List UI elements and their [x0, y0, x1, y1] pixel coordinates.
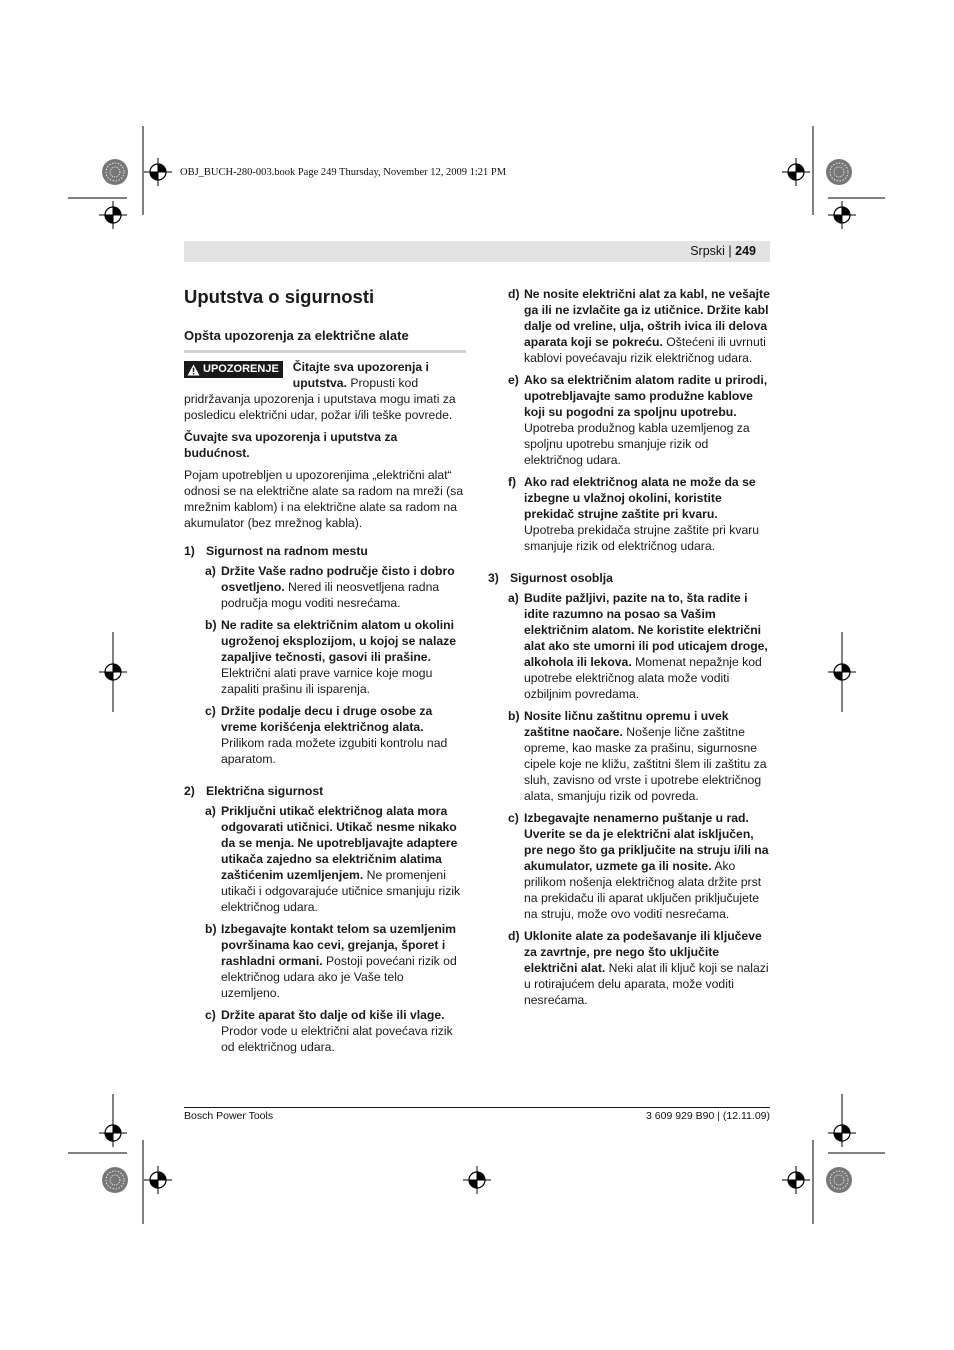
list-item: f) Ako rad električnog alata ne može da se izbegne u vlažnoj okolini, koristite prekidač strujne zaštite pri kvaru. Upotreba prekidača strujne zaštite pri kvaru smanjuje rizik od električnog udara. [508, 475, 760, 553]
list-item: e) Ako sa električnim alatom radite u prirodi, upotrebljavajte samo produžne kablove koji su pogodni za spoljnu upotrebu. Upotreba produžnog kabla uzemljenog za spoljnu upotrebu smanjuje rizik od električnog udara. [508, 373, 768, 467]
footer-rule [184, 1107, 770, 1108]
list-item: d) Ne nosite električni alat za kabl, ne vešajte ga ili ne izvlačite ga iz utičnice. Držite kabl dalje od vreline, ulja, oštrih ivica ili delova aparata koji se pokreću. Oštećeni ili uvrnuti kablovi povećavaju rizik električnog udara. [508, 287, 770, 365]
warning-text: Propusti kod pridržavanja upozorenja i uputstava mogu imati za posledicu električni udar, požar i/ili teške povrede. [184, 376, 456, 422]
warning-block [184, 359, 466, 423]
header-language: Srpski [690, 244, 725, 258]
section-2 [184, 783, 466, 1055]
warning-lead: Čitajte sva upozorenja i uputstva. [292, 360, 429, 390]
warning-badge [184, 361, 283, 378]
page-header [184, 241, 770, 262]
list-item: d) Uklonite alate za podešavanje ili ključeve za zavrtnje, pre nego što uključite električni alat. Neki alat ili ključ koji se nalazi u rotirajućem delu aparata, može voditi nesrećama. [508, 929, 769, 1007]
list-item: c) Držite aparat što dalje od kiše ili vlage. Prodor vode u električni alat povećava rizik od električnog udara. [205, 1008, 453, 1054]
footer-brand: Bosch Power Tools [184, 1110, 274, 1122]
section-3 [488, 570, 770, 1008]
left-column [184, 280, 466, 1061]
list-item: b) Izbegavajte kontakt telom sa uzemljenim površinama kao cevi, grejanja, šporet i rashladni ormani. Postoji povećani rizik od električnog udara ako je Vaše telo uzemljeno. [205, 922, 457, 1000]
warning-badge-label: UPOZORENJE [203, 363, 279, 375]
section-heading: 3) Sigurnost osoblja [488, 571, 613, 585]
header-separator: | [724, 244, 736, 258]
list-item: c) Držite podalje decu i druge osobe za vreme korišćenja električnog alata. Prilikom rada možete izgubiti kontrolu nad aparatom. [205, 704, 448, 766]
section-1 [184, 543, 466, 767]
section-title: Opšta upozorenja za električne alate [184, 328, 466, 353]
section-heading: 2) Električna sigurnost [184, 784, 324, 798]
warning-triangle-icon [187, 364, 200, 376]
list-item: a) Budite pažljivi, pazite na to, šta radite i idite razumno na posao sa Vašim električnim alatom. Ne koristite električni alat ako ste umorni ili pod uticajem droge, alkohola ili lekova. Momenat nepažnje kod upotrebe električnog alata može voditi ozbiljnim povredama. [508, 591, 768, 701]
page-title: Uputstva o sigurnosti [184, 286, 375, 307]
list-item: b) Nosite ličnu zaštitnu opremu i uvek zaštitne naočare. Nošenje lične zaštitne opreme, kao maske za prašinu, sigurnosne cipele koje ne kližu, zaštitni šlem ili zaštitu za sluh, zavisno od vrste i upotrebe električnog alata, smanjuju rizik od povreda. [508, 709, 767, 803]
list-item: a) Priključni utikač električnog alata mora odgovarati utičnici. Utikač nesme nikako da se menja. Ne upotrebljavajte adaptere utikača zajedno sa električnim alatima zaštićenim uzemljenjem. Ne promenjeni utikači i odgovarajuće utičnice smanjuju rizik električnog udara. [205, 804, 461, 914]
header-text [690, 244, 756, 258]
term-paragraph: Pojam upotrebljen u upozorenjima „električni alat“ odnosi se na električne alate sa radom na mreži (sa mrežnim kablom) i na električne alate sa radom na akumulator (bez mrežnog kabla). [184, 468, 464, 530]
page-number: 249 [735, 244, 756, 258]
section-heading: 1) Sigurnost na radnom mestu [184, 544, 368, 558]
list-item: b) Ne radite sa električnim alatom u okolini ugroženoj eksplozijom, u kojoj se nalaze zapaljive tečnosti, gasovi ili prašine. Električni alati prave varnice koje mogu zapaliti prašinu ili isparenja. [205, 618, 456, 696]
list-item: a) Držite Vaše radno područje čisto i dobro osvetljeno. Nered ili neosvetljena radna područja mogu voditi nesrećama. [205, 564, 455, 610]
keep-instructions: Čuvajte sva upozorenja i uputstva za budućnost. [184, 430, 398, 460]
print-info: OBJ_BUCH-280-003.book Page 249 Thursday, November 12, 2009 1:21 PM [180, 167, 507, 178]
list-item: c) Izbegavajte nenamerno puštanje u rad. Uverite se da je električni alat isključen, pre nego što ga priključite na struju i/ili na akumulator, uzmete ga ili nosite. Ako prilikom nošenja električnog alata držite prst na prekidaču ili aparat uključen priključujete na struju, može ovo voditi nesrećama. [508, 811, 769, 921]
footer-doc-number: 3 609 929 B90 | (12.11.09) [646, 1110, 770, 1122]
right-column [488, 286, 770, 1014]
